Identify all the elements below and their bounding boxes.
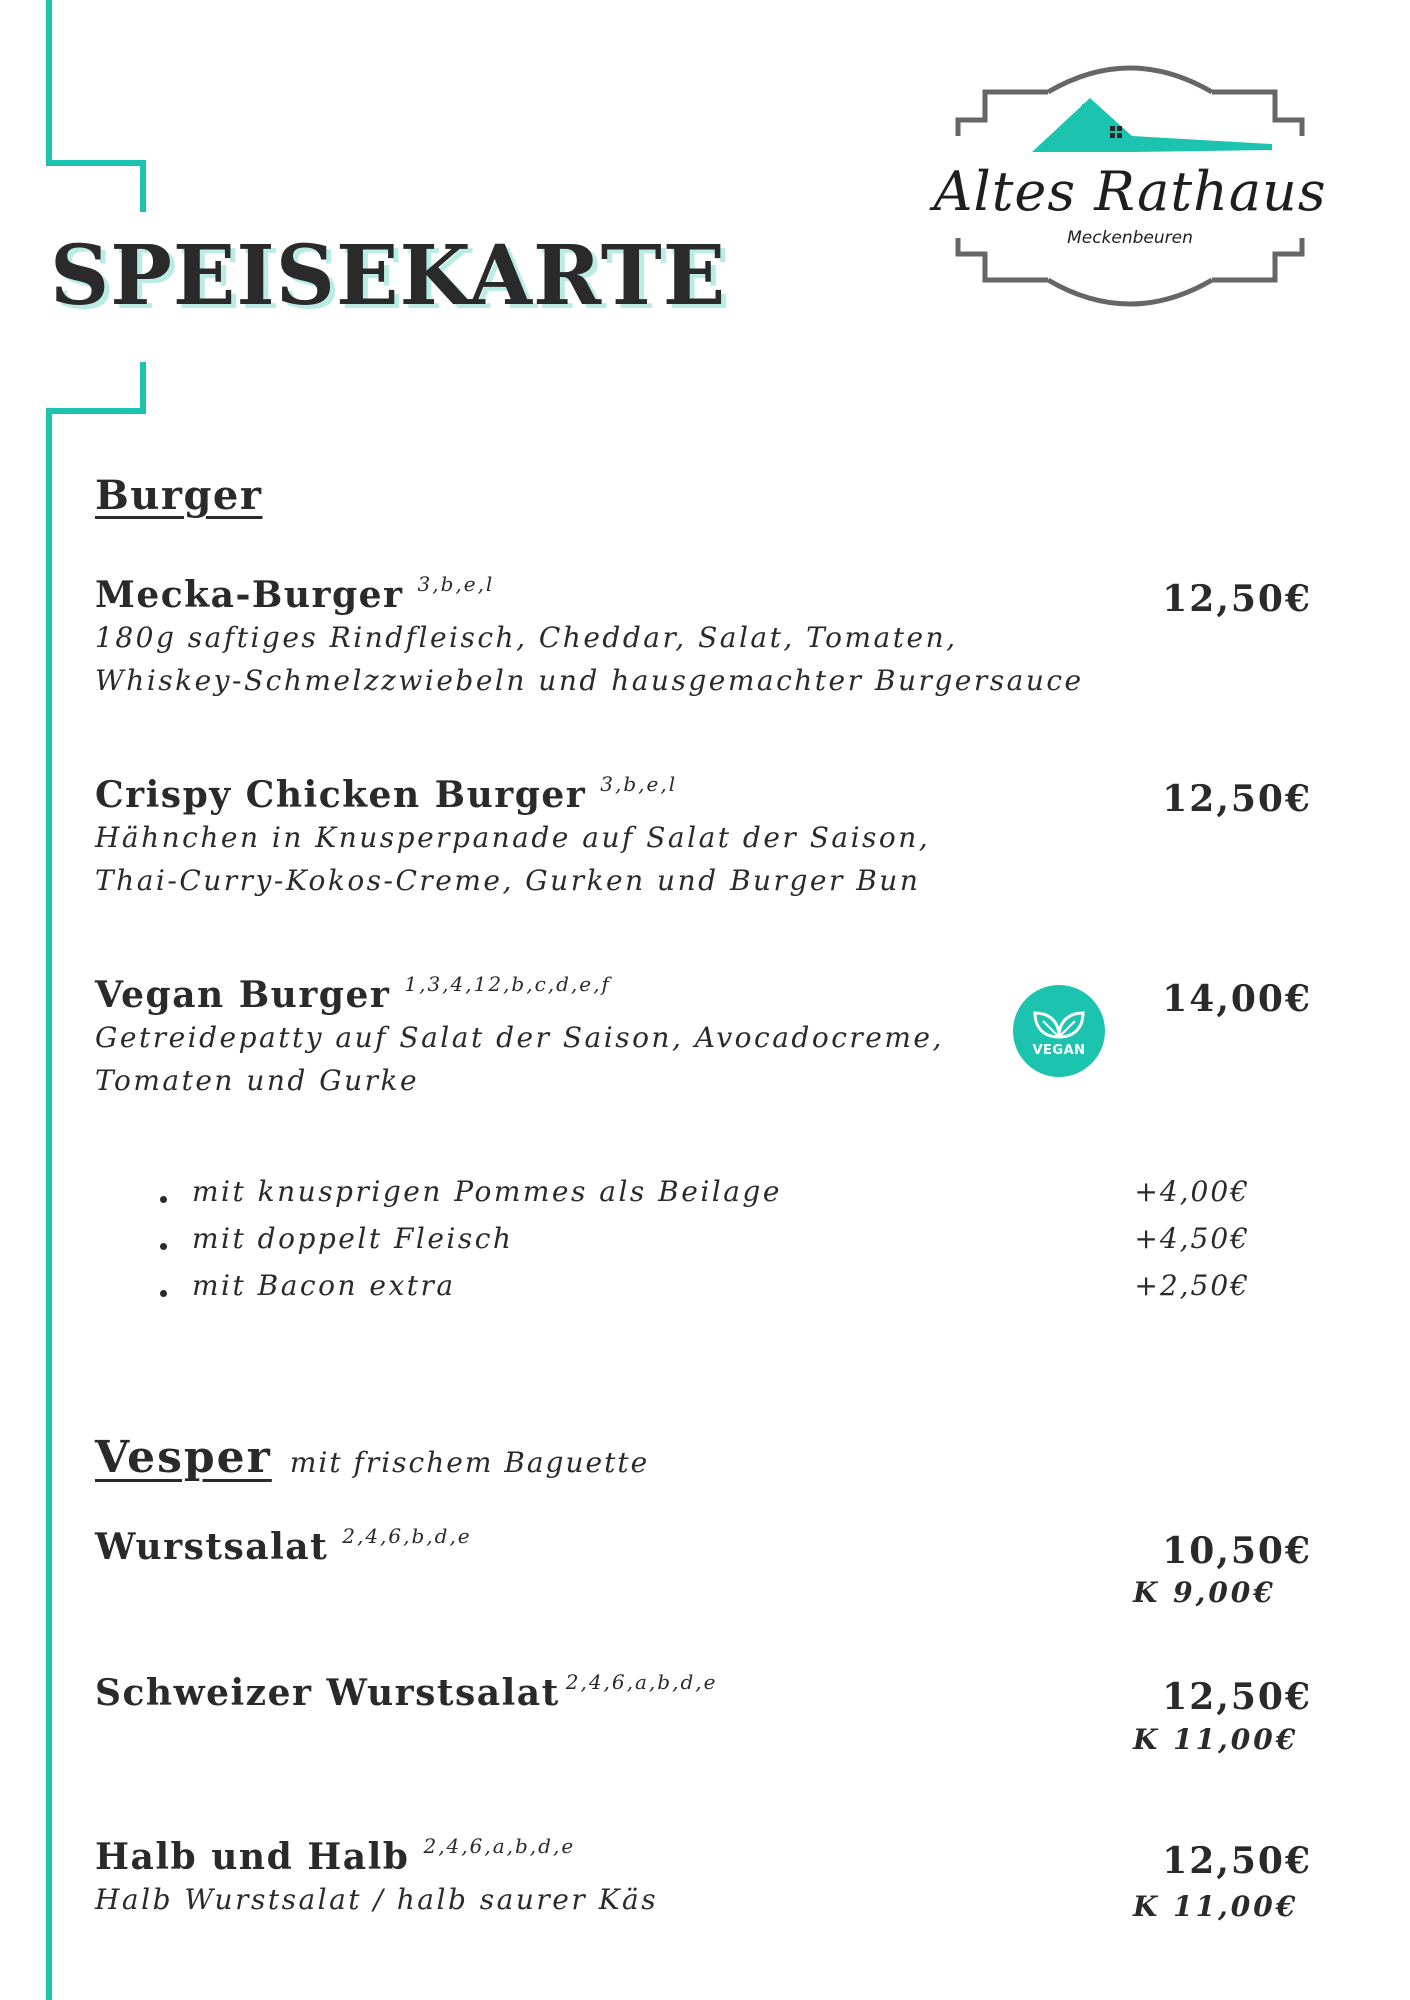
item-allergens: 3,b,e,l bbox=[600, 772, 678, 796]
page-title: SPEISEKARTE bbox=[50, 228, 727, 324]
extra-label: mit Bacon extra bbox=[192, 1269, 456, 1302]
section-title: Burger bbox=[95, 472, 263, 519]
item-small-price: K 9,00€ bbox=[1133, 1576, 1276, 1609]
item-name: Mecka-Burger bbox=[95, 574, 404, 616]
list-item bbox=[160, 1222, 1250, 1269]
item-allergens: 1,3,4,12,b,c,d,e,f bbox=[404, 972, 611, 996]
menu-item-mecka-burger bbox=[95, 572, 1084, 702]
frame-line-bottom-horizontal bbox=[46, 408, 146, 414]
extras-list bbox=[160, 1175, 1250, 1316]
extra-price: +2,50€ bbox=[1134, 1269, 1250, 1302]
section-subtitle: mit frischem Baguette bbox=[289, 1446, 650, 1479]
menu-item-crispy-chicken-burger bbox=[95, 772, 930, 902]
item-price: 12,50€ bbox=[1162, 1840, 1312, 1882]
item-description-line: 180g saftiges Rindfleisch, Cheddar, Salat, Tomaten, bbox=[95, 621, 958, 654]
item-allergens: 2,4,6,a,b,d,e bbox=[423, 1834, 576, 1858]
item-small-price: K 11,00€ bbox=[1133, 1890, 1299, 1923]
item-price: 12,50€ bbox=[1162, 1676, 1312, 1718]
item-allergens: 3,b,e,l bbox=[417, 572, 495, 596]
list-item bbox=[160, 1175, 1250, 1222]
section-title: Vesper bbox=[95, 1432, 272, 1483]
vegan-badge bbox=[1013, 985, 1105, 1077]
extra-price: +4,50€ bbox=[1134, 1222, 1250, 1255]
menu-item-vegan-burger bbox=[95, 972, 944, 1102]
section-burger-heading bbox=[95, 472, 262, 519]
item-small-price: K 11,00€ bbox=[1133, 1723, 1299, 1756]
item-price: 12,50€ bbox=[1162, 578, 1312, 620]
item-allergens: 2,4,6,a,b,d,e bbox=[565, 1670, 718, 1694]
item-description-line: Thai-Curry-Kokos-Creme, Gurken und Burger Bun bbox=[95, 864, 921, 897]
frame-line-top-horizontal bbox=[46, 160, 146, 166]
item-description-line: Whiskey-Schmelzzwiebeln und hausgemachter Burgersauce bbox=[95, 664, 1084, 697]
item-name: Schweizer Wurstsalat bbox=[95, 1672, 560, 1714]
list-item bbox=[160, 1269, 1250, 1316]
section-vesper-heading bbox=[95, 1432, 649, 1483]
logo-place: Meckenbeuren bbox=[1067, 228, 1193, 248]
item-description-line: Getreidepatty auf Salat der Saison, Avocadocreme, bbox=[95, 1021, 944, 1054]
frame-line-top-vertical bbox=[46, 0, 52, 165]
menu-item-schweizer-wurstsalat bbox=[95, 1670, 717, 1714]
extra-label: mit doppelt Fleisch bbox=[192, 1222, 514, 1255]
item-price: 14,00€ bbox=[1162, 978, 1312, 1020]
extra-label: mit knusprigen Pommes als Beilage bbox=[192, 1175, 782, 1208]
bullet-icon bbox=[160, 1196, 167, 1203]
frame-line-bottom-start bbox=[140, 362, 146, 414]
frame-line-top-end bbox=[140, 160, 146, 212]
menu-item-halb-und-halb bbox=[95, 1834, 658, 1921]
item-name: Crispy Chicken Burger bbox=[95, 774, 587, 816]
bullet-icon bbox=[160, 1290, 167, 1297]
item-name: Vegan Burger bbox=[95, 974, 391, 1016]
leaf-icon bbox=[1013, 985, 1105, 1077]
item-name: Halb und Halb bbox=[95, 1836, 410, 1878]
logo bbox=[920, 52, 1340, 322]
logo-name: Altes Rathaus bbox=[933, 160, 1327, 223]
item-header bbox=[95, 1834, 658, 1878]
frame-line-bottom-vertical bbox=[46, 408, 52, 2000]
item-price: 10,50€ bbox=[1162, 1530, 1312, 1572]
vegan-badge-label: VEGAN bbox=[1032, 1043, 1086, 1058]
menu-item-wurstsalat bbox=[95, 1524, 472, 1568]
item-header bbox=[95, 572, 1084, 616]
item-description-line: Hähnchen in Knusperpanade auf Salat der Saison, bbox=[95, 821, 931, 854]
item-allergens: 2,4,6,b,d,e bbox=[342, 1524, 472, 1548]
item-price: 12,50€ bbox=[1162, 778, 1312, 820]
item-description-line: Tomaten und Gurke bbox=[95, 1064, 420, 1097]
extra-price: +4,00€ bbox=[1134, 1175, 1250, 1208]
bullet-icon bbox=[160, 1243, 167, 1250]
item-description-line: Halb Wurstsalat / halb saurer Käs bbox=[95, 1883, 659, 1916]
item-name: Wurstsalat bbox=[95, 1526, 329, 1568]
item-header bbox=[95, 772, 930, 816]
item-header bbox=[95, 972, 944, 1016]
